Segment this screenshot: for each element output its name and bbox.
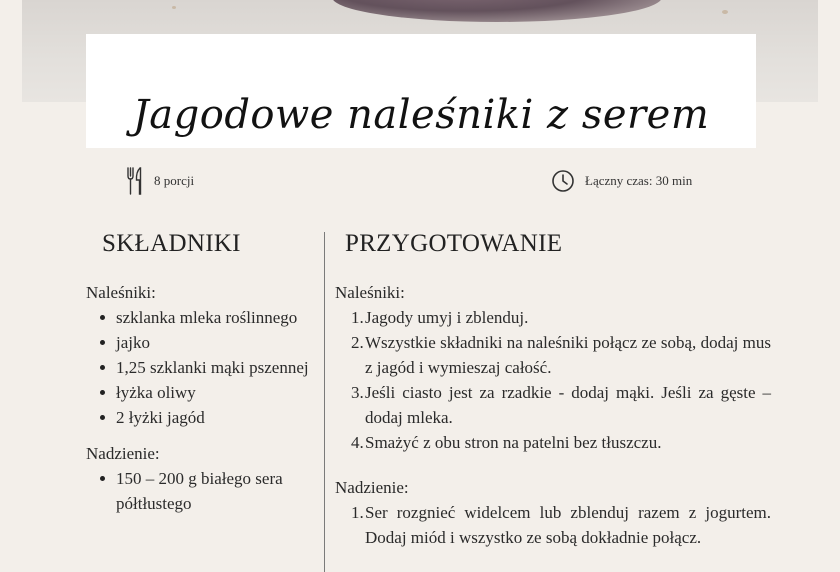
time-label: Łączny czas: 30 min [585,173,693,188]
fork-knife-icon [126,166,144,196]
ingredients-column [86,230,321,516]
pancakes-steps-label: Naleśniki: [335,283,405,302]
servings-label: 8 porcji [154,173,195,188]
ingredients-heading: SKŁADNIKI [102,230,241,257]
list-item: 150 – 200 g białego sera półtłustego [100,466,321,516]
list-item: 1,25 szklanki mąki pszennej [100,355,321,380]
step-item: 4. Smażyć z obu stron na patelni bez tłuszczu. [351,433,662,452]
pancakes-ingredients-label: Naleśniki: [86,283,156,302]
filling-steps-label: Nadzienie: [335,478,409,497]
pancakes-steps-list [335,305,771,455]
list-item: szklanka mleka roślinnego [100,305,321,330]
crumb-decoration [172,6,176,9]
filling-ingredients-label: Nadzienie: [86,444,160,463]
servings-info [126,166,194,196]
title-card [86,34,756,148]
clock-icon [551,169,575,193]
preparation-column [335,230,771,550]
crumb-decoration [722,10,728,14]
preparation-heading: PRZYGOTOWANIE [345,230,563,257]
filling-steps-list [335,500,771,550]
recipe-title: Jagodowe naleśniki z serem [132,92,710,138]
list-item: łyżka oliwy [100,380,321,405]
step-item: 1. Ser rozgnieć widelcem lub zblenduj razem z jogurtem. Dodaj miód i wszystko ze sobą dokładnie połącz. [351,503,771,547]
time-info [551,166,692,196]
step-item: 3. Jeśli ciasto jest za rzadkie - dodaj mąki. Jeśli za gęste – dodaj mleka. [351,383,771,427]
pancake-photo-fragment [332,0,662,22]
step-text: Smażyć z obu stron na patelni bez tłuszczu. [365,433,662,452]
list-item: 2 łyżki jagód [100,405,321,430]
step-text: Jeśli ciasto jest za rzadkie - dodaj mąki. Jeśli za gęste – dodaj mleka. [365,383,771,427]
step-item: 1. Jagody umyj i zblenduj. [351,308,529,327]
filling-ingredients-list [86,466,321,516]
pancakes-ingredients-list [86,305,321,430]
step-text: Wszystkie składniki na naleśniki połącz ze sobą, dodaj mus z jagód i wymieszaj całość. [365,333,771,377]
step-text: Ser rozgnieć widelcem lub zblenduj razem z jogurtem. Dodaj miód i wszystko ze sobą dokładnie połącz. [365,503,771,547]
step-text: Jagody umyj i zblenduj. [365,308,529,327]
list-item: jajko [100,330,321,355]
column-divider [324,232,325,572]
step-item: 2. Wszystkie składniki na naleśniki połącz ze sobą, dodaj mus z jagód i wymieszaj całość. [351,333,771,377]
